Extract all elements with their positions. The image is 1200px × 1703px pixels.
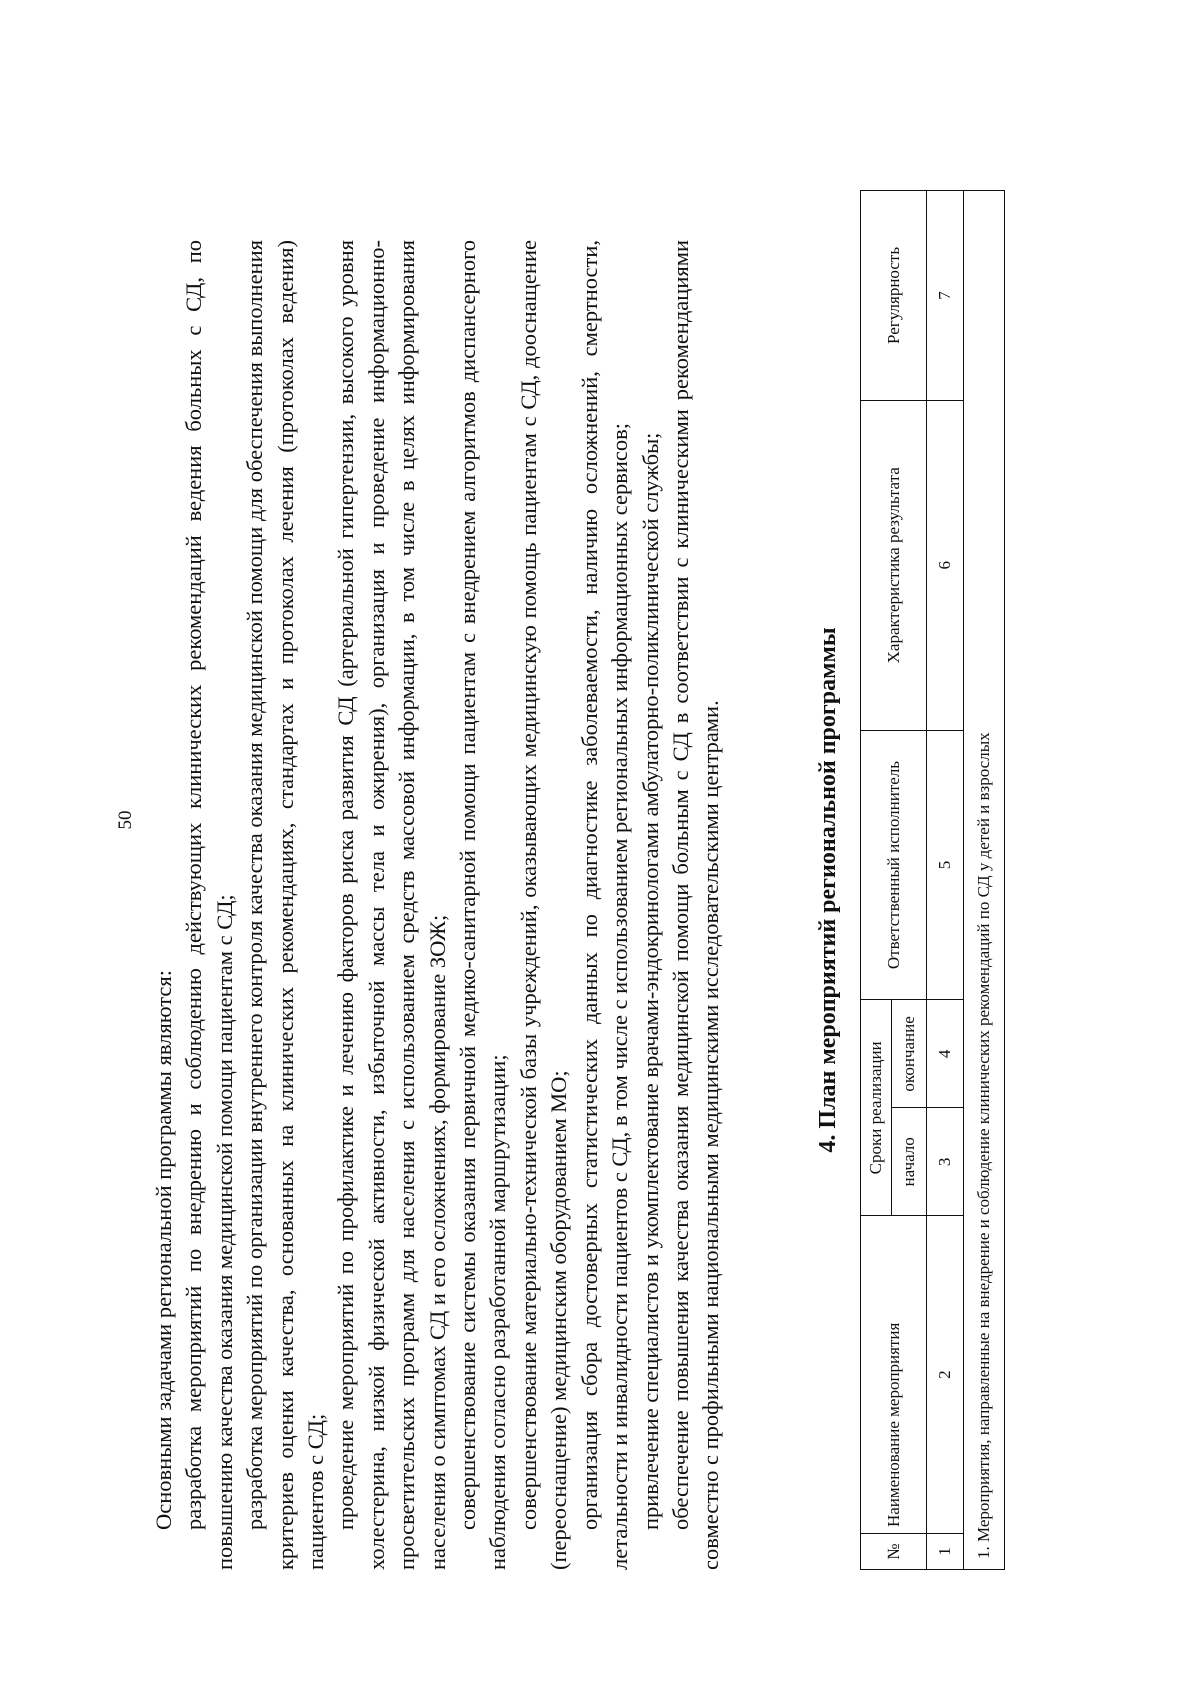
body-text (149, 240, 727, 1570)
table-column-numbers-row (927, 191, 964, 1570)
header-name: Наименование мероприятия (861, 1216, 927, 1534)
header-period: Сроки реализации (861, 1000, 892, 1216)
paragraph: проведение мероприятий по профилактике и лечению факторов риска развития СД (артериальной гипертензии, высокого уровня холестерина, низкой физической активности, избыточной массы тела и ожирения), организация и проведение информационно-просветительских программ для населения с использованием средств массовой информации, в том числе в целях информирования населения о симптомах СД и его осложнениях, формирование ЗОЖ; (333, 240, 450, 1570)
paragraph: привлечение специалистов и укомплектование врачами-эндокринологами амбулаторно-поликлинической службы; (637, 432, 663, 1530)
header-start: начало (892, 1108, 927, 1216)
header-end: окончание (892, 1000, 927, 1108)
header-responsible: Ответственный исполнитель (861, 730, 927, 1000)
column-number: 1 (927, 1534, 964, 1570)
document-page (115, 50, 1115, 1590)
plan-table (860, 190, 1005, 1570)
header-result: Характеристика результата (861, 400, 927, 730)
table-row (964, 191, 1005, 1570)
paragraph: обеспечение повышения качества оказания медицинской помощи больным с СД в соответствии с клиническими рекомендациями совместно с профильными национальными медицинскими исследовательскими центрами. (667, 240, 724, 1570)
paragraph: Основными задачами региональной программы являются: (151, 970, 176, 1530)
paragraph: организация сбора достоверных статистических данных по диагностике заболеваемости, наличию осложнений, смертности, летальности и инвалидности пациентов с СД, в том числе с использованием региональных информационных сервисов; (576, 240, 633, 1570)
column-number: 5 (927, 730, 964, 1000)
paragraph: разработка мероприятий по внедрению и соблюдению действующих клинических рекомендаций ведения больных с СД, по повышению качества оказания медицинской помощи пациентам с СД; (181, 240, 237, 1570)
paragraph: совершенствование материально-технической базы учреждений, оказывающих медицинскую помощь пациентам с СД, дооснащение (переоснащение) медицинским оборудованием МО; (515, 240, 572, 1570)
paragraph: разработка мероприятий по организации внутреннего контроля качества оказания медицинской помощи для обеспечения выполнения критериев оценки качества, основанных на клинических рекомендациях, стандартах и протоколах лечения (протоколах ведения) пациентов с СД; (242, 240, 329, 1570)
header-num: № (861, 1534, 927, 1570)
column-number: 2 (927, 1216, 964, 1534)
page-number: 50 (115, 810, 136, 830)
column-number: 3 (927, 1108, 964, 1216)
section-row: 1. Мероприятия, направленные на внедрение и соблюдение клинических рекомендаций по СД у детей и взрослых (964, 191, 1005, 1570)
column-number: 4 (927, 1000, 964, 1108)
column-number: 7 (927, 191, 964, 401)
table-header-row (861, 191, 892, 1570)
section-title: 4. План мероприятий региональной программы (815, 627, 841, 1153)
header-regularity: Регулярность (861, 191, 927, 401)
paragraph: совершенствование системы оказания первичной медико-санитарной помощи пациентам с внедрением алгоритмов диспансерного наблюдения согласно разработанной маршрутизации; (455, 240, 511, 1570)
column-number: 6 (927, 400, 964, 730)
